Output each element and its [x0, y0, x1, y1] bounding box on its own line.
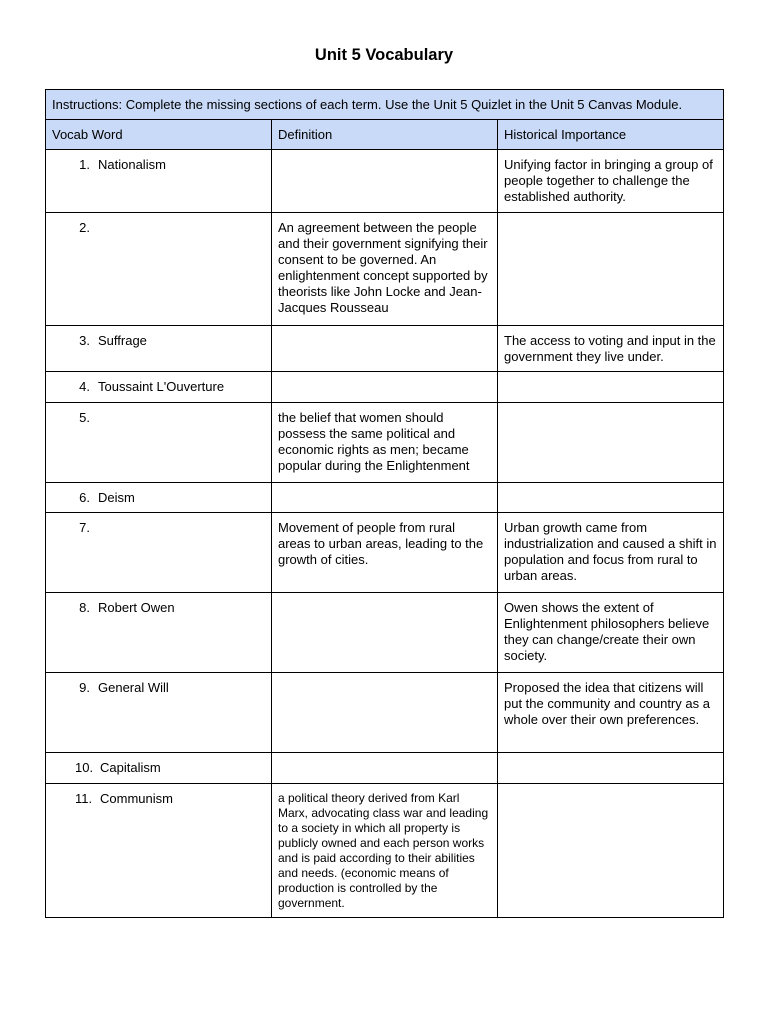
definition-cell[interactable]: a political theory derived from Karl Marx, advocating class war and leading to a society in which all property is publicly owned and each person works and is paid according to their abilities and needs. (economic means of production is controlled by the government. [272, 784, 498, 918]
vocab-word: Toussaint L'Ouverture [98, 379, 225, 394]
item-number: 11. [75, 791, 93, 806]
item-number: 10. [75, 760, 94, 775]
table-row [46, 403, 724, 483]
word-cell[interactable] [46, 326, 272, 372]
importance-cell[interactable] [498, 403, 724, 483]
word-cell[interactable] [46, 593, 272, 673]
header-vocab-word: Vocab Word [46, 120, 272, 150]
definition-cell[interactable] [272, 326, 498, 372]
item-number: 5. [79, 410, 90, 425]
word-cell[interactable] [46, 513, 272, 593]
definition-cell[interactable] [272, 673, 498, 753]
instructions-row [46, 90, 724, 120]
importance-cell[interactable] [498, 753, 724, 784]
vocab-word: Deism [98, 490, 135, 505]
item-number: 4. [79, 379, 90, 394]
importance-cell[interactable] [498, 483, 724, 513]
table-row [46, 784, 724, 918]
word-cell[interactable] [46, 213, 272, 326]
importance-cell[interactable]: Proposed the idea that citizens will put the community and country as a whole over their own preferences. [498, 673, 724, 753]
definition-cell[interactable]: An agreement between the people and their government signifying their consent to be governed. An enlightenment concept supported by theorists like John Locke and Jean-Jacques Rousseau [272, 213, 498, 326]
importance-cell[interactable] [498, 213, 724, 326]
instructions-text: Instructions: Complete the missing sections of each term. Use the Unit 5 Quizlet in the Unit 5 Canvas Module. [46, 90, 724, 120]
item-number: 6. [79, 490, 90, 505]
vocab-word: Suffrage [98, 333, 147, 348]
item-number: 7. [79, 520, 90, 535]
word-cell[interactable] [46, 483, 272, 513]
item-number: 9. [79, 680, 90, 695]
vocab-word: General Will [98, 680, 169, 695]
table-row [46, 372, 724, 403]
vocab-word: Robert Owen [98, 600, 175, 615]
definition-cell[interactable] [272, 372, 498, 403]
vocab-word: Communism [100, 791, 173, 806]
word-cell[interactable] [46, 372, 272, 403]
table-row [46, 673, 724, 753]
importance-cell[interactable]: The access to voting and input in the government they live under. [498, 326, 724, 372]
header-historical-importance: Historical Importance [498, 120, 724, 150]
table-row [46, 326, 724, 372]
definition-cell[interactable]: Movement of people from rural areas to urban areas, leading to the growth of cities. [272, 513, 498, 593]
header-definition: Definition [272, 120, 498, 150]
table-row [46, 513, 724, 593]
definition-cell[interactable]: the belief that women should possess the same political and economic rights as men; became popular during the Enlightenment [272, 403, 498, 483]
item-number: 1. [79, 157, 90, 172]
definition-cell[interactable] [272, 483, 498, 513]
item-number: 3. [79, 333, 90, 348]
definition-cell[interactable] [272, 150, 498, 213]
table-row [46, 753, 724, 784]
word-cell[interactable] [46, 403, 272, 483]
table-row [46, 593, 724, 673]
importance-cell[interactable]: Unifying factor in bringing a group of people together to challenge the established authority. [498, 150, 724, 213]
page-title: Unit 5 Vocabulary [314, 46, 454, 64]
importance-cell[interactable] [498, 784, 724, 918]
word-cell[interactable] [46, 673, 272, 753]
importance-cell[interactable]: Urban growth came from industrialization and caused a shift in population and focus from rural to urban areas. [498, 513, 724, 593]
definition-cell[interactable] [272, 593, 498, 673]
importance-cell[interactable] [498, 372, 724, 403]
header-row [46, 120, 724, 150]
table-row [46, 483, 724, 513]
item-number: 2. [79, 220, 90, 235]
word-cell[interactable] [46, 753, 272, 784]
vocab-word: Nationalism [98, 157, 166, 172]
vocab-word: Capitalism [100, 760, 161, 775]
word-cell[interactable] [46, 150, 272, 213]
vocab-table [45, 89, 724, 918]
item-number: 8. [79, 600, 90, 615]
importance-cell[interactable]: Owen shows the extent of Enlightenment philosophers believe they can change/create their own society. [498, 593, 724, 673]
table-row [46, 150, 724, 213]
definition-cell[interactable] [272, 753, 498, 784]
table-row [46, 213, 724, 326]
word-cell[interactable] [46, 784, 272, 918]
